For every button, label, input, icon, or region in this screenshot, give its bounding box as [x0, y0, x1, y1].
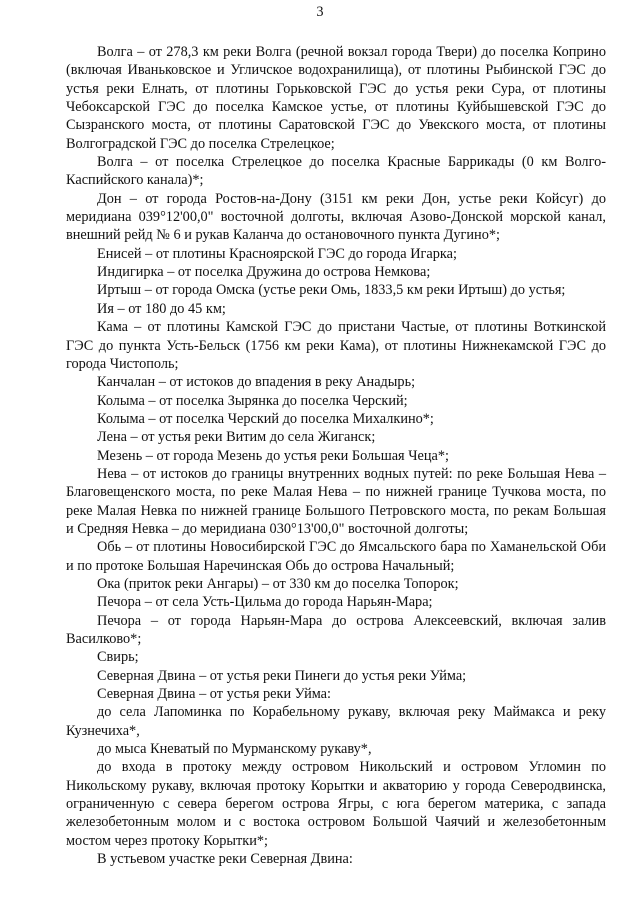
paragraph-pechora-1: Печора – от села Усть-Цильма до города Нарьян-Мара;	[97, 594, 433, 611]
paragraph-volga-2: Волга – от поселка Стрелецкое до поселка Красные Баррикады (0 км Волго-Каспийского канала)*;	[66, 154, 606, 189]
paragraph-kolyma-2: Колыма – от поселка Черский до поселка Михалкино*;	[97, 410, 434, 427]
page-number: 3	[316, 4, 324, 20]
document-body	[66, 43, 606, 868]
paragraph-oka: Ока (приток реки Ангары) – от 330 км до поселка Топорок;	[97, 575, 459, 592]
paragraph-kanchalan: Канчалан – от истоков до впадения в реку Анадырь;	[97, 374, 416, 391]
paragraph-don: Дон – от города Ростов-на-Дону (3151 км реки Дон, устье реки Койсуг) до меридиана 039°12'00,0" восточной долготы, включая Азово-Донской морской канал, внешний рейд № 6 и рукав Каланча до остановочного пункта Дугино*;	[66, 190, 606, 244]
paragraph-svir: Свирь;	[97, 649, 139, 666]
paragraph-ob: Обь – от плотины Новосибирской ГЭС до Ямсальского бара по Хаманельской Оби и по протоке Большая Наречинская Обь до острова Начальный;	[66, 539, 606, 574]
paragraph-kama: Кама – от плотины Камской ГЭС до пристани Частые, от плотины Воткинской ГЭС до пункта Усть-Бельск (1756 км реки Кама), от плотины Нижнекамской ГЭС до города Чистополь;	[66, 319, 606, 372]
paragraph-indigirka: Индигирка – от поселка Дружина до острова Немкова;	[97, 264, 431, 281]
paragraph-pechora-2: Печора – от города Нарьян-Мара до острова Алексеевский, включая залив Василково*;	[66, 612, 606, 647]
paragraph-nikolsky: до входа в протоку между островом Никольский и островом Угломин по Никольскому рукаву, включая протоку Корытки и акваторию у города Северодвинска, ограниченную с севера берегом острова Ягры, с юга берегом материка, с запада железобетонным молом и с востока островом Большой Чаячий и железобетонным мостом через протоку Корытки*;	[66, 759, 606, 849]
paragraph-iya: Ия – от 180 до 45 км;	[97, 300, 226, 317]
paragraph-mezen: Мезень – от города Мезень до устья реки Большая Чеца*;	[97, 447, 449, 464]
paragraph-kolyma-1: Колыма – от поселка Зырянка до поселка Черский;	[97, 392, 408, 409]
paragraph-ustevoy-uchastok: В устьевом участке реки Северная Двина:	[97, 851, 353, 868]
paragraph-volga-1: Волга – от 278,3 км реки Волга (речной вокзал города Твери) до поселка Коприно (включая Иваньковское и Угличское водохранилища), от плотины Рыбинской ГЭС до устья реки Елнать, от плотины Горьковской ГЭС до устья реки Сура, от плотины Чебоксарской ГЭС до поселка Камское устье, от плотины Куйбышевской ГЭС до Сызранского моста, от плотины Саратовской ГЭС до Увекского моста, от плотины Волгоградской ГЭС до поселка Стрелецкое;	[66, 44, 606, 152]
paragraph-irtysh: Иртыш – от города Омска (устье реки Омь, 1833,5 км реки Иртыш) до устья;	[97, 282, 566, 299]
paragraph-lapominka: до села Лапоминка по Корабельному рукаву, включая реку Маймакса и реку Кузнечиха*,	[66, 704, 606, 739]
paragraph-knevatyy: до мыса Кневатый по Мурманскому рукаву*,	[97, 741, 372, 758]
paragraph-neva: Нева – от истоков до границы внутренних водных путей: по реке Большая Нева – Благовещенского моста, по реке Малая Нева – по нижней границе Тучкова моста, по реке Малая Невка по нижней границе Большого Петровского моста, по рекам Большая и Средняя Невка – до меридиана 030°13'00,0" восточной долготы;	[66, 465, 606, 537]
paragraph-severnaya-dvina-2: Северная Двина – от устья реки Уйма:	[97, 686, 331, 703]
paragraph-lena: Лена – от устья реки Витим до села Жиганск;	[97, 429, 376, 446]
paragraph-enisey: Енисей – от плотины Красноярской ГЭС до города Игарка;	[97, 245, 457, 262]
paragraph-severnaya-dvina-1: Северная Двина – от устья реки Пинеги до устья реки Уйма;	[97, 667, 467, 684]
